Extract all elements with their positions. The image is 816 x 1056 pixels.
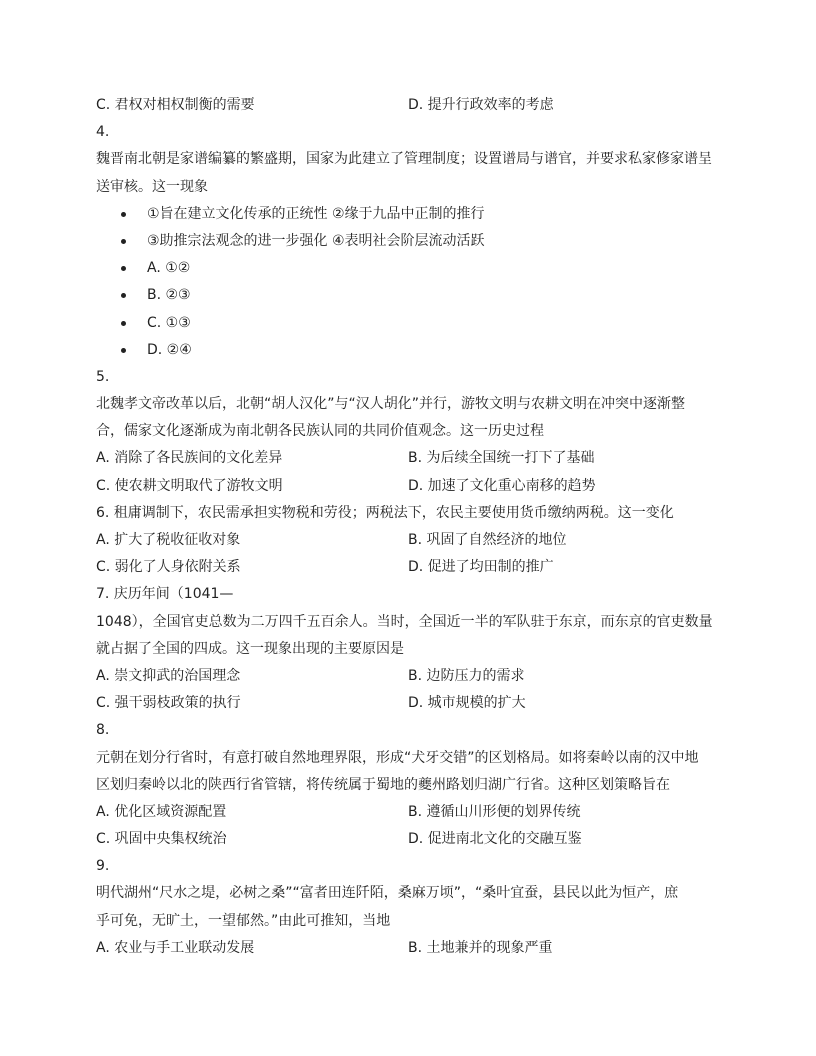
q4-statement-1-2: ①旨在建立文化传承的正统性 ②缘于九品中正制的推行 [147, 205, 485, 222]
q7-option-c[interactable]: C. 强干弱枝政策的执行 [96, 695, 241, 712]
q4-stem-line-2: 送审核。这一现象 [96, 178, 208, 195]
q9-number: 9. [96, 858, 110, 875]
q6-options-row [96, 554, 720, 581]
q9-stem-line-1: 明代湖州“尺水之堤，必树之桑”“富者田连阡陌，桑麻万顷”，“桑叶宜蚕，县民以此为恒产，庶 [96, 885, 679, 902]
q6-option-b[interactable]: B. 巩固了自然经济的地位 [408, 532, 567, 548]
q8-options-row [96, 826, 720, 853]
q5-stem-line-2: 合，儒家文化逐渐成为南北朝各民族认同的共同价值观念。这一历史过程 [96, 423, 544, 440]
exam-page [96, 92, 720, 962]
q4-option-d[interactable]: D. ②④ [147, 341, 192, 358]
q4-option-a[interactable]: A. ①② [147, 260, 191, 277]
bullet-icon [121, 212, 126, 217]
q9-stem-line-2: 乎可免，无旷土，一望郁然。”由此可推知，当地 [96, 912, 391, 929]
q7-stem-line-2: 1048），全国官吏总数为二万四千五百余人。当时，全国近一半的军队驻于东京，而东京的官吏数量 [96, 613, 713, 630]
q8-stem-line-2: 区划归秦岭以北的陕西行省管辖，将传统属于蜀地的夔州路划归湖广行省。这种区划策略旨在 [96, 776, 670, 793]
q4-statement-3-4: ③助推宗法观念的进一步强化 ④表明社会阶层流动活跃 [147, 232, 485, 249]
q8-options-row [96, 799, 720, 826]
q6-option-c[interactable]: C. 弱化了人身依附关系 [96, 559, 241, 576]
q7-option-b[interactable]: B. 边防压力的需求 [408, 667, 525, 684]
q5-options-row [96, 445, 720, 472]
q9-option-b[interactable]: B. 土地兼并的现象严重 [408, 939, 553, 956]
q4-number: 4. [96, 124, 110, 141]
q7-option-d[interactable]: D. 城市规模的扩大 [408, 695, 526, 712]
q7-stem-line-3: 就占据了全国的四成。这一现象出现的主要原因是 [96, 640, 404, 657]
q4-list-item [96, 201, 720, 228]
q4-list-item[interactable] [96, 282, 720, 309]
q6-option-d[interactable]: D. 促进了均田制的推广 [408, 559, 554, 576]
q6-stem: 6. 租庸调制下，农民需承担实物税和劳役；两税法下，农民主要使用货币缴纳两税。这一变化 [96, 504, 674, 521]
q3-option-d[interactable]: D. 提升行政效率的考虑 [408, 97, 554, 113]
q4-option-b[interactable]: B. ②③ [147, 287, 191, 304]
q6-options-row [96, 527, 720, 554]
q8-stem-line-1: 元朝在划分行省时，有意打破自然地理界限，形成“犬牙交错”的区划格局。如将秦岭以南的汉中地 [96, 749, 699, 766]
q9-option-a[interactable]: A. 农业与手工业联动发展 [96, 939, 255, 956]
q4-option-c[interactable]: C. ①③ [147, 314, 191, 331]
q5-option-c[interactable]: C. 使农耕文明取代了游牧文明 [96, 477, 283, 494]
q8-option-c[interactable]: C. 巩固中央集权统治 [96, 831, 227, 848]
q8-number: 8. [96, 722, 110, 739]
q8-option-b[interactable]: B. 遵循山川形便的划界传统 [408, 803, 581, 820]
bullet-icon [121, 239, 126, 244]
q8-option-a[interactable]: A. 优化区域资源配置 [96, 803, 227, 820]
q3-option-c[interactable]: C. 君权对相权制衡的需要 [96, 97, 255, 113]
q4-stem-line-1: 魏晋南北朝是家谱编纂的繁盛期，国家为此建立了管理制度；设置谱局与谱官，并要求私家修家谱呈 [96, 151, 712, 168]
q4-list-item [96, 228, 720, 255]
bullet-icon [121, 266, 126, 271]
q4-list-item[interactable] [96, 337, 720, 364]
q4-list-item[interactable] [96, 255, 720, 282]
bullet-icon [121, 348, 126, 353]
bullet-icon [121, 321, 126, 326]
q7-options-row [96, 663, 720, 690]
q7-stem-line-1: 7. 庆历年间（1041— [96, 586, 234, 603]
bullet-icon [121, 293, 126, 298]
q3-options-row [96, 92, 720, 119]
q6-option-a[interactable]: A. 扩大了税收征收对象 [96, 532, 241, 548]
q5-options-row [96, 473, 720, 500]
q5-option-b[interactable]: B. 为后续全国统一打下了基础 [408, 450, 595, 467]
q5-option-a[interactable]: A. 消除了各民族间的文化差异 [96, 450, 283, 467]
q9-options-row [96, 935, 720, 962]
q7-options-row [96, 690, 720, 717]
q4-list-item[interactable] [96, 310, 720, 337]
q8-option-d[interactable]: D. 促进南北文化的交融互鉴 [408, 831, 582, 848]
q5-number: 5. [96, 368, 110, 385]
q5-stem-line-1: 北魏孝文帝改革以后，北朝“胡人汉化”与“汉人胡化”并行，游牧文明与农耕文明在冲突中逐渐整 [96, 396, 686, 413]
q7-option-a[interactable]: A. 崇文抑武的治国理念 [96, 667, 241, 684]
q5-option-d[interactable]: D. 加速了文化重心南移的趋势 [408, 477, 596, 494]
